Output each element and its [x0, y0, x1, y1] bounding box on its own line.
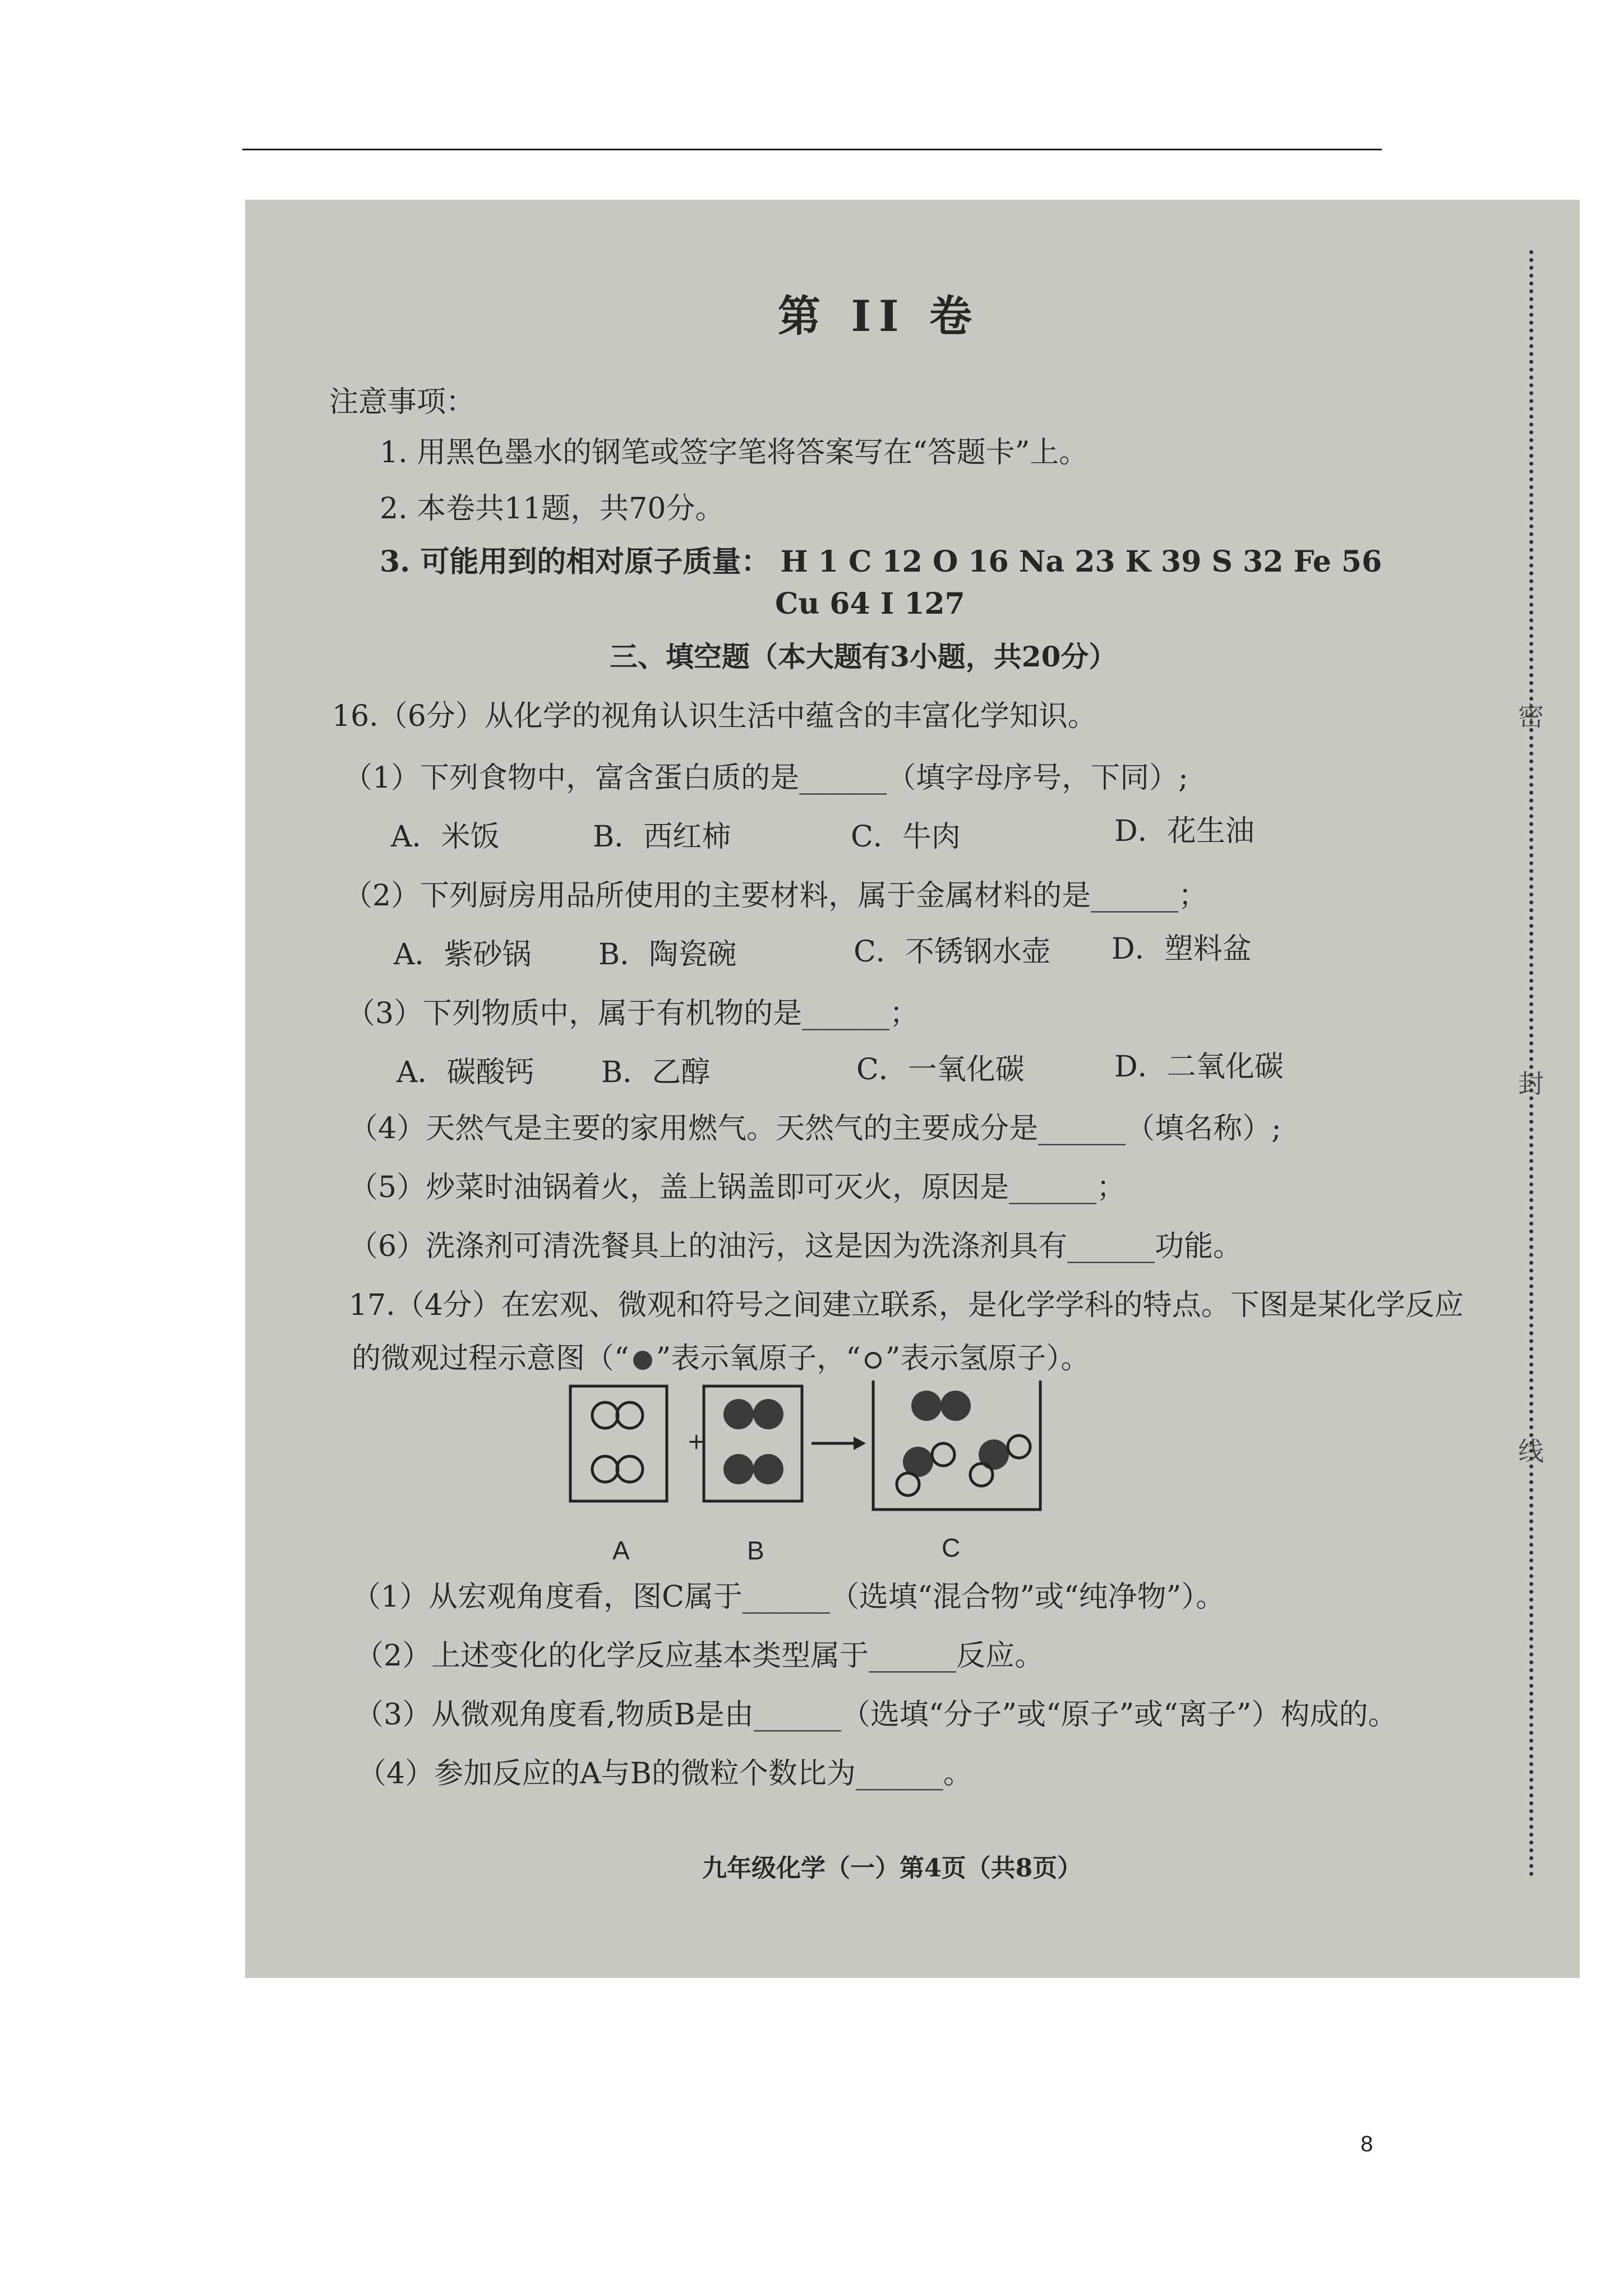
option-c: C．不锈钢水壶 — [854, 935, 1051, 969]
question-17-stem: 17.（4分）在宏观、微观和符号之间建立联系，是化学学科的特点。下图是某化学反应 — [349, 1289, 1464, 1322]
option-c: C．一氧化碳 — [856, 1053, 1025, 1087]
section-title: 三、填空题（本大题有3小题，共20分） — [610, 640, 1117, 673]
question-16-stem: 16.（6分）从化学的视角认识生活中蕴含的丰富化学知识。 — [332, 700, 1097, 733]
page-number: 8 — [1361, 2132, 1373, 2156]
oxygen-atom-icon — [629, 1347, 656, 1372]
binding-label-line: 线 — [1518, 1436, 1544, 1466]
diagram-label-c: C — [942, 1533, 961, 1562]
legend-text: 的微观过程示意图（“ — [352, 1342, 629, 1375]
exam-footer: 九年级化学（一）第4页（共8页） — [702, 1854, 1082, 1883]
note-item: 3. 可能用到的相对原子质量： H 1 C 12 O 16 Na 23 K 39 S 32 Fe 56 — [380, 545, 1382, 579]
question-17-part-3: （3）从微观角度看,物质B是由______（选填“分子”或“原子”或“离子”）构成的。 — [354, 1698, 1398, 1732]
option-c: C．牛肉 — [851, 820, 961, 854]
question-16-part-5: （5）炒菜时油锅着火，盖上锅盖即可灭火，原因是______； — [349, 1171, 1126, 1204]
option-d: D．二氧化碳 — [1114, 1050, 1284, 1084]
note-item: 2. 本卷共11题，共70分。 — [380, 492, 725, 526]
question-16-part-1: （1）下列食物中，富含蛋白质的是______（填字母序号，下同）; — [343, 761, 1188, 795]
question-17-part-2: （2）上述变化的化学反应基本类型属于______反应。 — [354, 1639, 1044, 1673]
option-b: B．西红柿 — [593, 820, 731, 854]
diagram-label-b: B — [747, 1536, 764, 1565]
option-d: D．塑料盆 — [1112, 932, 1252, 966]
note-item-continued: Cu 64 I 127 — [775, 587, 965, 621]
option-d: D．花生油 — [1114, 815, 1255, 848]
box-b-oxygen-molecules — [704, 1386, 802, 1501]
notes-heading: 注意事项： — [329, 385, 476, 419]
option-a: A．米饭 — [391, 820, 500, 854]
volume-title: 第 II 卷 — [778, 291, 980, 341]
question-16-part-3: （3）下列物质中，属于有机物的是______； — [346, 997, 919, 1030]
reaction-arrow — [811, 1437, 866, 1450]
header-rule — [242, 149, 1382, 150]
question-17-stem-line-2 — [352, 1344, 1090, 1373]
question-17-part-4: （4）参加反应的A与B的微粒个数比为______。 — [357, 1757, 972, 1791]
scanned-exam-page — [245, 200, 1580, 1978]
binding-label-seal: 封 — [1518, 1069, 1544, 1099]
question-16-part-2: （2）下列厨房用品所使用的主要材料，属于金属材料的是______； — [343, 879, 1208, 913]
option-b: B．陶瓷碗 — [598, 938, 737, 972]
plus-sign: + — [687, 1429, 706, 1455]
box-a-hydrogen-molecules — [570, 1386, 667, 1501]
hydrogen-atom-icon — [861, 1347, 886, 1372]
option-a: A．碳酸钙 — [396, 1056, 534, 1089]
diagram-label-a: A — [612, 1536, 630, 1565]
option-b: B．乙醇 — [601, 1056, 711, 1089]
binding-label-seal: 密 — [1518, 701, 1544, 731]
question-16-part-6: （6）洗涤剂可清洗餐具上的油污，这是因为洗涤剂具有______功能。 — [349, 1230, 1243, 1263]
box-c-products — [873, 1381, 1040, 1510]
legend-text: ”表示氢原子）。 — [885, 1342, 1090, 1375]
legend-text: ”表示氧原子，“ — [656, 1342, 861, 1375]
note-item: 1. 用黑色墨水的钢笔或签字笔将答案写在“答题卡”上。 — [380, 436, 1089, 470]
reaction-diagram — [568, 1381, 1050, 1588]
question-17-part-1: （1）从宏观角度看，图C属于______（选填“混合物”或“纯净物”）。 — [352, 1580, 1225, 1614]
question-16-part-4: （4）天然气是主要的家用燃气。天然气的主要成分是______（填名称）; — [349, 1112, 1281, 1145]
option-a: A．紫砂锅 — [394, 938, 532, 972]
